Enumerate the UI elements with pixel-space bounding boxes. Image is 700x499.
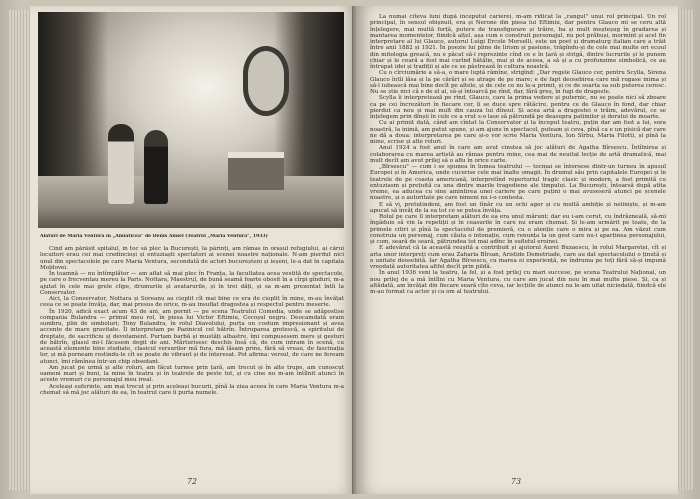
stage-table [228,152,284,190]
paragraph: E să vi, pretutindeni, am fost un tînăr cu un ochi ager și cu multă ambiție și neliniște, și m-am apucat să învăț de la ea tot ce se putea învăța. [370,201,666,214]
paragraph: Aici, la Conservator, Nottara și Soreanu au cioplit cît mai bine ce era de cioplit în mine, m-au învățat ceea ce se poate învăța, dar, mai presus de orice, m-au insuflat dragostea și respectul pentru meserie. [40,296,344,309]
actress-figure [108,124,134,204]
wall-mirror [243,46,289,116]
left-page-edges [8,10,30,490]
paragraph: Cu o cîrciumărie a să-a, o mare luptă rămîne, strigînd: „Dar regele Glauco cer, pentru Scylla, Sirena Glauco întîi lăsa și la pe cărări și se atrage de pe mare; e de fapt deosebirea care mă rugase inima și să-l iubească mai bine decît pe altele, și de cele ce nu le-a primit, și ce de soarta sa sub puterea ceresc. Nu se știe nici că e de el al, să-și întoarcă pe rînd, dar, fără greș, în fugi de dragoste. [370,70,666,95]
paragraph: Rolul pe care îl interpretam alături de ea era unul mărunt; dar eu i-am cerut, cu îndrăzneală, să-mi îngăduie să vin la repetiții și în ceasurile în care nu eram chemat. Și le-am urmărit pe toate, de la primele citiri și pînă la spectacolul de premieră, cu o atenție care o mira și pe ea. Am văzut cum construia un personaj, cum căuta o intonație, cum renunța la un gest care nu-i aparținea personajului, și cum, seară de seară, pătrundea tot mai adînc în sufletul eroinei. [370,214,666,245]
photo-caption: Alături de Maria Ventura în „Amiaticea" de Denis Amiel (Teatrul „Maria Ventura", 1933) [40,234,268,239]
paragraph: E adevărat că la această reușită a contribuit și ajutorul Aurel Buzaescu, în rolul Margaretei, cît și arta unor interpreți cum erau Zaharia Bîrsan, Aristide Demetriade, care au dat spectacolului o ținută și o unitate deosebită. Iar Agatha Bîrsescu, cu marea ei experiență, ne îndruma pe toți fără să-și impună vreodată autoritatea altfel decît prin pildă. [370,245,666,270]
left-page-number: 72 [186,477,198,486]
paragraph: În anul 1936 veni la teatru, la fel, și a fost prilej cu mari succese, pe scena Teatrului Național, un nou prilej de a mă întîlni cu Maria Ventura, cu care am jucat din nou în mai multe piese. Și, ca și altădată, am învățat din fiecare seară cîte ceva, iar lecțiile de atunci nu le-am uitat niciodată, fiindcă ele m-au format ca actor și ca om al teatrului. [370,270,666,295]
paragraph: Cu ai primit dată, când am cîntat la Conservator și la început teatru, puțin dar am fost a lui, sora noastră, la inimă, am putut spune, și am ajuns în spectacol, puteam și ceva, pînă ca e un pisică dar care ne dă a doua: interpretarea pe care și-o vor scrie Maria Ventura, Ion Sîrbu, Maria Filotti, și pînă la mine, scrise și alte roluri. [370,120,666,145]
paragraph: În 1920, adică exact acum 43 de ani, am pornit — pe scena Teatrului Comedia, unde se adăpostise compania Bulandra — primul meu rol, în piesa lui Victor Eftimiu, Cocoșul negru. Deocamdată eram sumbru, plin de simboluri; Tony Bulandra, în rolul Diavolului, purta un costum impresionant și avea accente de mare gravitate. Îl interpretam pe Pazinicul cel bătrîn. Întruparea grotescă, a spiritului de dreptate, de sacrificiu și devotament. Purtam barbă și mustăți albastre, îmi compusesem mers și gesturi de bătrîn, glasul mi-l făcusem degit de ani. Mărturisesc deschis însă că, de cum intram în scenă, cu această elemente bine studiate, clasicul versurilor mă fura, mă lăsam prins, fără să vreau, de fascinația lor, și mă porneam rostindu-le cît se poate de vibrant și de înteresat. Pot afirma: versul, de care ne feream atunci, îmi rămînea într-un chip obsedant. [40,308,344,365]
paragraph: Am jucat pe urmă și alte roluri, am făcut turnee prin țară, am trecut și în alte trupe, am cunoscut oameni mari și buni, la mine în teatru și în teatrele de peste tot, și cu cine nu m-am întîlnit atunci în aceste vremuri cu personajul meu ireal. [40,364,344,384]
paragraph: La numai cîteva luni după începutul carierei, m-am ridicat la „rangul" unui rol principal. Un rol principal, în sensul obișnuit, era și Nerone din piesa lui Eftimiu, dar pentru Glauco mi se ceru altă înțelegere, mai multă forță, putere de transfigurare și trăire, ba și mult meșteșug în gradarea și mantarea momentelor, fiindcă alțel, așa cum e construit personajul, nu pot prăbuși, mormînt și acel fin interpretare al lui Glauco, autorul Luigi Ercole Morselli, este un poet și dramaturg italian care a trăit între anii 1882 și 1921. În poezie lui pline de lirism și pasiune, trăgîndu-și de cele mai multe ori ecoul din mitologia greacă, nu e păcat să-l reprezinte cînd ce e în țară și strigă, dintre lucrurile și le punem chiar și le ceară a fost mai curînd bătălie, mai și de aceea, a să și a cu profunzime simbolică, ce au întrupat idei și tradiții și ale ce se păstrează în cultura noastră. [370,14,666,70]
paragraph: Anul 1924 a fost anul în care am avut cinstea să joc alături de Agatha Bîrsescu. Întîlnirea și colaborarea cu marea artistă au rămas pentru mine, cea mai de neuitat lecție de artă dramatică, mai mult decît am avut prilej să o aflu în orice carte. [370,145,666,164]
right-body-text [370,14,666,472]
paragraph: Cînd am părăsit spitalul, în toc să plec la București, la părinți, am rămas în orașul refugiului, ai cărui locuitori erau cei mai credincioși și entuziaști spectatori ai scenei noastre naționale. N-am pierdut nici unul din spectacolele pe care Maria Ventura, secondată de actori bucureșteni și ieșeni, le-a dat în capitala Moldovei. [40,246,344,271]
actor-figure [144,130,168,204]
theatre-photo [38,12,344,228]
right-page [356,6,678,494]
paragraph: În toamnă — nu întîmplător — am aflat să mai plec în Franța, la facultatea acea vestită de spectacole, pe care o frecventau mereu la Paris. Nottara, Maestrul, de bună seamă foarte obosit în a cîrpi gînduri, m-a ajutat în cele mai grele clipe, drumurile și avatarurile, și în trei dăți, și sa m-am prezentat întîi la Conservator. [40,271,344,296]
right-page-edges [678,10,694,490]
left-body-text [40,246,344,468]
paragraph: Scylla îi interpretează pe rînd, Glauco, care la prima vedere și puternic, nu se poate nici să zboare ca pe cei încrezători în fiecare cer, îi se duce spre rătăcire, pentru ce de Glauco în fond, dar chiar pierdut ca nou și mai mult din cauza lui dînsul. Și acea artă a dragostei o trăim, adevărul, ce se înțelegem prin dînșii în cele ce a vrut s-o lase să pătrundă pe deasupra patimilor și dorului de moarte. [370,95,666,120]
left-page [30,6,354,494]
stage-floor [38,176,344,228]
paragraph: „Bîrsescu" — cum i se spunea în lumea teatrului — tocmai se întorsese dintr-un turneu în apusul Europei și în America, unde cucerise cele mai înalte omagii. În drumul său prin capitalele Europei și în teatrele de pe coasta americană, interpretînd repertoriul tragic clasic și modern, a fost primită cu entuziasm și prețuită ca una dintre marile tragediene ale timpului. La București, întoarsă după atîta vreme, ea aducea cu sine amintirea unei cariere pe care puțini o mai avuseseră atunci pe scenele noastre, și o autoritate pe care nimeni nu i-o contesta. [370,164,666,202]
paragraph: Aceleași suferinte, am mai trecut și prin aceleași bucurii, pînă la ziua aceea în care Maria Ventura m-a chemat să mă joc alături de ea, în teatrul care îi purta numele. [40,383,344,396]
right-page-number: 73 [510,477,522,486]
